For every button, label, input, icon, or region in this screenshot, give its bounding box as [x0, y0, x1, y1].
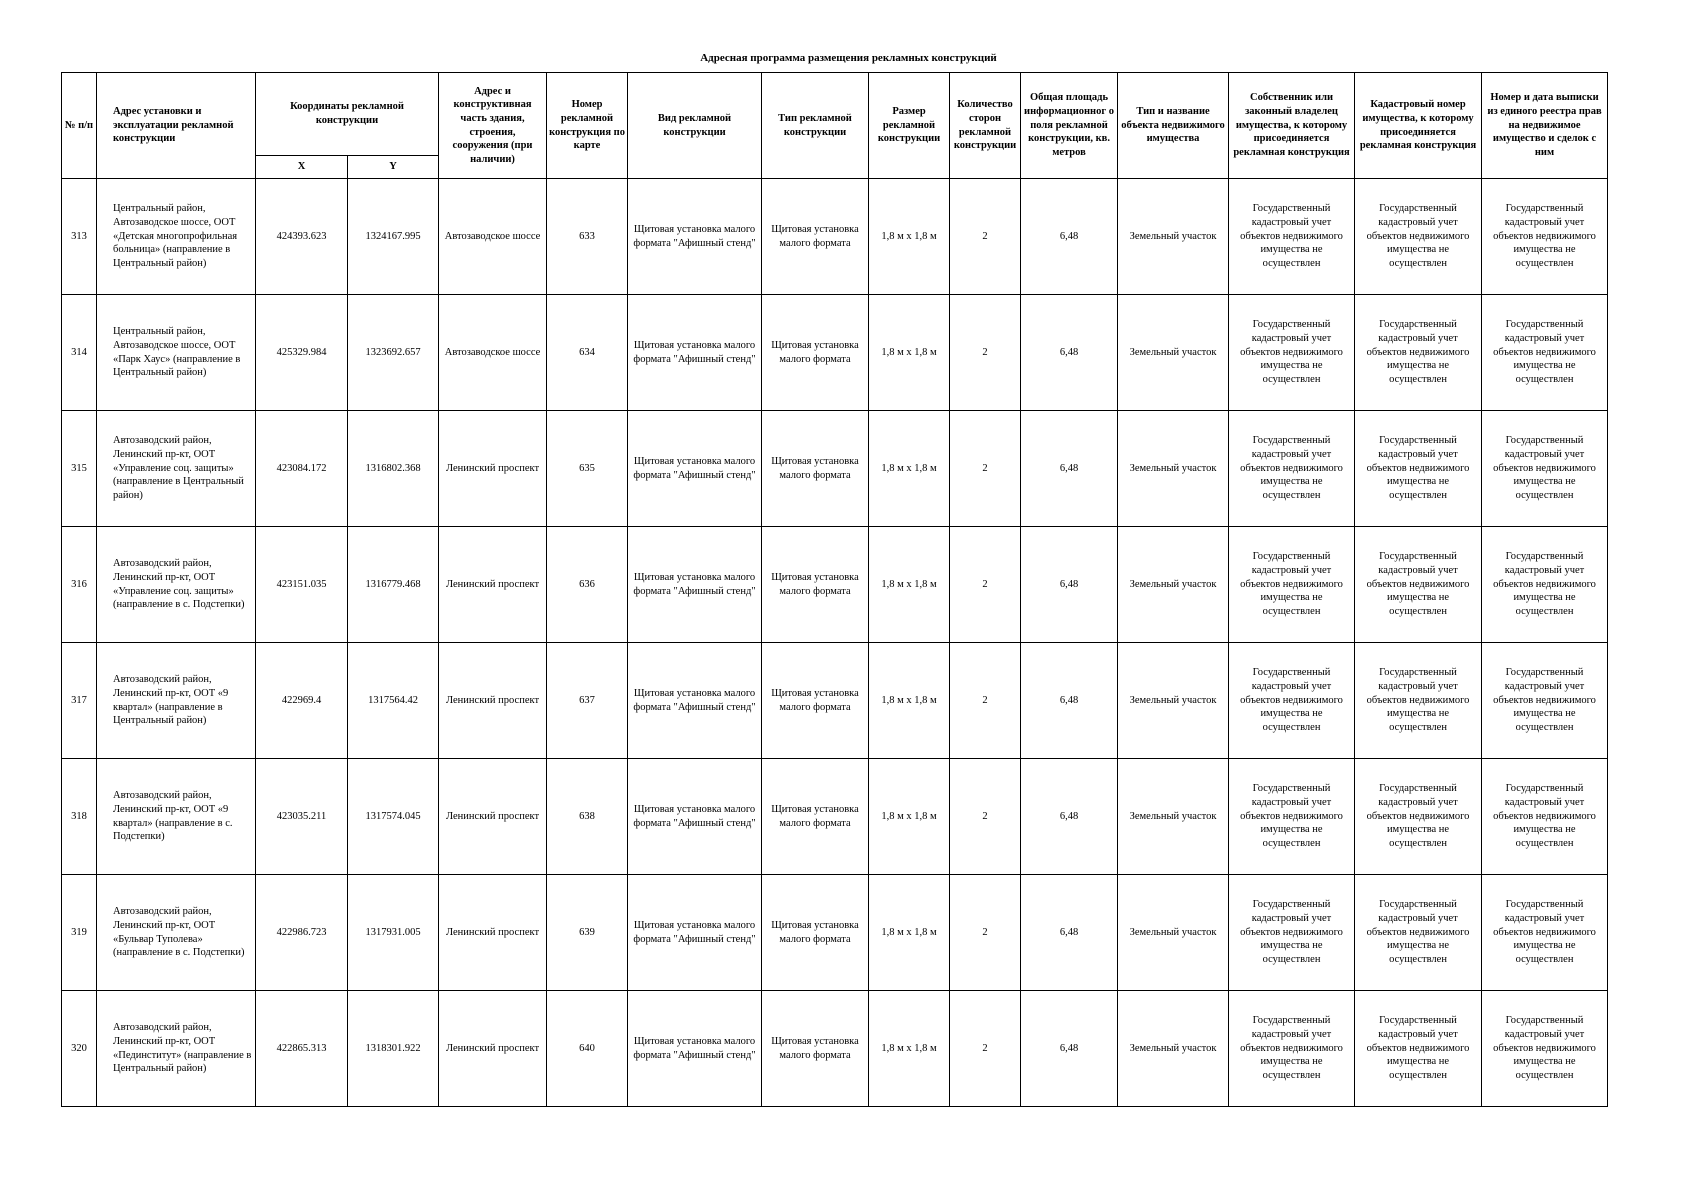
header-address: Адрес установки и эксплуатации рекламной конструкции: [97, 73, 256, 179]
cell-map-number: 637: [547, 643, 628, 759]
cell-cadastral: Государственный кадастровый учет объектов недвижимого имущества не осуществлен: [1355, 295, 1482, 411]
cell-address: Автозаводский район, Ленинский пр-кт, ООТ «9 квартал» (направление в Центральный район): [97, 643, 256, 759]
cell-kind: Щитовая установка малого формата "Афишный стенд": [628, 411, 762, 527]
cell-building: Ленинский проспект: [439, 875, 547, 991]
cell-property-type: Земельный участок: [1118, 875, 1229, 991]
cell-area: 6,48: [1021, 179, 1118, 295]
cell-area: 6,48: [1021, 991, 1118, 1107]
cell-kind: Щитовая установка малого формата "Афишный стенд": [628, 179, 762, 295]
cell-type: Щитовая установка малого формата: [762, 759, 869, 875]
cell-building: Ленинский проспект: [439, 991, 547, 1107]
cell-property-type: Земельный участок: [1118, 411, 1229, 527]
header-num: № п/п: [62, 73, 97, 179]
cell-x: 423035.211: [256, 759, 348, 875]
cell-sides: 2: [950, 643, 1021, 759]
cell-area: 6,48: [1021, 875, 1118, 991]
cell-kind: Щитовая установка малого формата "Афишный стенд": [628, 991, 762, 1107]
cell-map-number: 639: [547, 875, 628, 991]
cell-building: Автозаводское шоссе: [439, 179, 547, 295]
header-property-type: Тип и название объекта недвижимого имущества: [1118, 73, 1229, 179]
cell-type: Щитовая установка малого формата: [762, 411, 869, 527]
cell-owner: Государственный кадастровый учет объектов недвижимого имущества не осуществлен: [1229, 991, 1355, 1107]
table-row: [62, 411, 1608, 527]
header-owner: Собственник или законный владелец имущества, к которому присоединяется рекламная конструкция: [1229, 73, 1355, 179]
cell-kind: Щитовая установка малого формата "Афишный стенд": [628, 875, 762, 991]
cell-property-type: Земельный участок: [1118, 179, 1229, 295]
cell-owner: Государственный кадастровый учет объектов недвижимого имущества не осуществлен: [1229, 179, 1355, 295]
cell-sides: 2: [950, 411, 1021, 527]
cell-y: 1323692.657: [348, 295, 439, 411]
header-building: Адрес и конструктивная часть здания, строения, сооружения (при наличии): [439, 73, 547, 179]
cell-address: Центральный район, Автозаводское шоссе, ООТ «Парк Хаус» (направление в Центральный район): [97, 295, 256, 411]
cell-x: 423084.172: [256, 411, 348, 527]
cell-size: 1,8 м х 1,8 м: [869, 527, 950, 643]
cell-type: Щитовая установка малого формата: [762, 295, 869, 411]
cell-building: Ленинский проспект: [439, 643, 547, 759]
table-row: [62, 295, 1608, 411]
cell-y: 1317574.045: [348, 759, 439, 875]
cell-y: 1324167.995: [348, 179, 439, 295]
cell-map-number: 638: [547, 759, 628, 875]
cell-map-number: 634: [547, 295, 628, 411]
cell-building: Ленинский проспект: [439, 411, 547, 527]
cell-type: Щитовая установка малого формата: [762, 643, 869, 759]
cell-address: Автозаводский район, Ленинский пр-кт, ООТ «Пединститут» (направление в Центральный район): [97, 991, 256, 1107]
cell-cadastral: Государственный кадастровый учет объектов недвижимого имущества не осуществлен: [1355, 527, 1482, 643]
cell-sides: 2: [950, 295, 1021, 411]
cell-sides: 2: [950, 759, 1021, 875]
header-registry: Номер и дата выписки из единого реестра прав на недвижимое имущество и сделок с ним: [1482, 73, 1608, 179]
cell-x: 422986.723: [256, 875, 348, 991]
cell-y: 1317564.42: [348, 643, 439, 759]
header-type: Тип рекламной конструкции: [762, 73, 869, 179]
cell-sides: 2: [950, 875, 1021, 991]
cell-num: 315: [62, 411, 97, 527]
cell-owner: Государственный кадастровый учет объектов недвижимого имущества не осуществлен: [1229, 411, 1355, 527]
cell-owner: Государственный кадастровый учет объектов недвижимого имущества не осуществлен: [1229, 295, 1355, 411]
table-row: [62, 991, 1608, 1107]
cell-size: 1,8 м х 1,8 м: [869, 295, 950, 411]
cell-address: Автозаводский район, Ленинский пр-кт, ООТ «Управление соц. защиты» (направление в с. Подстепки): [97, 527, 256, 643]
cell-address: Автозаводский район, Ленинский пр-кт, ООТ «Бульвар Туполева» (направление в с. Подстепки): [97, 875, 256, 991]
header-cadastral: Кадастровый номер имущества, к которому присоединяется рекламная конструкция: [1355, 73, 1482, 179]
cell-y: 1318301.922: [348, 991, 439, 1107]
table-row: [62, 179, 1608, 295]
header-kind: Вид рекламной конструкции: [628, 73, 762, 179]
cell-cadastral: Государственный кадастровый учет объектов недвижимого имущества не осуществлен: [1355, 411, 1482, 527]
cell-num: 320: [62, 991, 97, 1107]
cell-map-number: 633: [547, 179, 628, 295]
cell-x: 422969.4: [256, 643, 348, 759]
cell-cadastral: Государственный кадастровый учет объектов недвижимого имущества не осуществлен: [1355, 759, 1482, 875]
advertising-structures-table: [61, 72, 1608, 1107]
cell-sides: 2: [950, 179, 1021, 295]
cell-size: 1,8 м х 1,8 м: [869, 875, 950, 991]
header-area: Общая площадь информационног о поля рекламной конструкции, кв. метров: [1021, 73, 1118, 179]
table-row: [62, 875, 1608, 991]
cell-registry: Государственный кадастровый учет объектов недвижимого имущества не осуществлен: [1482, 991, 1608, 1107]
cell-x: 424393.623: [256, 179, 348, 295]
cell-property-type: Земельный участок: [1118, 527, 1229, 643]
cell-building: Ленинский проспект: [439, 527, 547, 643]
cell-registry: Государственный кадастровый учет объектов недвижимого имущества не осуществлен: [1482, 643, 1608, 759]
cell-type: Щитовая установка малого формата: [762, 527, 869, 643]
cell-address: Автозаводский район, Ленинский пр-кт, ООТ «Управление соц. защиты» (направление в Центральный район): [97, 411, 256, 527]
cell-registry: Государственный кадастровый учет объектов недвижимого имущества не осуществлен: [1482, 527, 1608, 643]
cell-address: Автозаводский район, Ленинский пр-кт, ООТ «9 квартал» (направление в с. Подстепки): [97, 759, 256, 875]
cell-cadastral: Государственный кадастровый учет объектов недвижимого имущества не осуществлен: [1355, 179, 1482, 295]
cell-num: 313: [62, 179, 97, 295]
cell-size: 1,8 м х 1,8 м: [869, 643, 950, 759]
cell-map-number: 640: [547, 991, 628, 1107]
cell-kind: Щитовая установка малого формата "Афишный стенд": [628, 759, 762, 875]
cell-num: 316: [62, 527, 97, 643]
header-map-number: Номер рекламной конструкция по карте: [547, 73, 628, 179]
cell-num: 314: [62, 295, 97, 411]
cell-x: 425329.984: [256, 295, 348, 411]
cell-address: Центральный район, Автозаводское шоссе, ООТ «Детская многопрофильная больница» (направление в Центральный район): [97, 179, 256, 295]
cell-owner: Государственный кадастровый учет объектов недвижимого имущества не осуществлен: [1229, 759, 1355, 875]
header-x: X: [256, 156, 348, 179]
cell-property-type: Земельный участок: [1118, 295, 1229, 411]
cell-size: 1,8 м х 1,8 м: [869, 991, 950, 1107]
cell-area: 6,48: [1021, 527, 1118, 643]
cell-cadastral: Государственный кадастровый учет объектов недвижимого имущества не осуществлен: [1355, 991, 1482, 1107]
cell-property-type: Земельный участок: [1118, 643, 1229, 759]
table-row: [62, 527, 1608, 643]
cell-kind: Щитовая установка малого формата "Афишный стенд": [628, 643, 762, 759]
cell-type: Щитовая установка малого формата: [762, 991, 869, 1107]
cell-registry: Государственный кадастровый учет объектов недвижимого имущества не осуществлен: [1482, 295, 1608, 411]
cell-type: Щитовая установка малого формата: [762, 179, 869, 295]
cell-registry: Государственный кадастровый учет объектов недвижимого имущества не осуществлен: [1482, 875, 1608, 991]
cell-sides: 2: [950, 527, 1021, 643]
cell-property-type: Земельный участок: [1118, 991, 1229, 1107]
cell-owner: Государственный кадастровый учет объектов недвижимого имущества не осуществлен: [1229, 527, 1355, 643]
cell-owner: Государственный кадастровый учет объектов недвижимого имущества не осуществлен: [1229, 643, 1355, 759]
cell-building: Автозаводское шоссе: [439, 295, 547, 411]
cell-y: 1317931.005: [348, 875, 439, 991]
cell-area: 6,48: [1021, 759, 1118, 875]
cell-num: 319: [62, 875, 97, 991]
table-body: [62, 179, 1608, 1107]
cell-x: 422865.313: [256, 991, 348, 1107]
table-row: [62, 643, 1608, 759]
cell-num: 317: [62, 643, 97, 759]
table-header: [62, 73, 1608, 179]
page-title: Адресная программа размещения рекламных конструкций: [700, 52, 997, 64]
cell-registry: Государственный кадастровый учет объектов недвижимого имущества не осуществлен: [1482, 179, 1608, 295]
cell-area: 6,48: [1021, 411, 1118, 527]
cell-kind: Щитовая установка малого формата "Афишный стенд": [628, 295, 762, 411]
cell-cadastral: Государственный кадастровый учет объектов недвижимого имущества не осуществлен: [1355, 643, 1482, 759]
cell-registry: Государственный кадастровый учет объектов недвижимого имущества не осуществлен: [1482, 759, 1608, 875]
cell-num: 318: [62, 759, 97, 875]
cell-y: 1316779.468: [348, 527, 439, 643]
cell-map-number: 636: [547, 527, 628, 643]
cell-kind: Щитовая установка малого формата "Афишный стенд": [628, 527, 762, 643]
cell-sides: 2: [950, 991, 1021, 1107]
header-y: Y: [348, 156, 439, 179]
header-size: Размер рекламной конструкции: [869, 73, 950, 179]
header-coords: Координаты рекламной конструкции: [256, 73, 439, 156]
cell-building: Ленинский проспект: [439, 759, 547, 875]
cell-size: 1,8 м х 1,8 м: [869, 411, 950, 527]
cell-area: 6,48: [1021, 295, 1118, 411]
cell-map-number: 635: [547, 411, 628, 527]
cell-size: 1,8 м х 1,8 м: [869, 759, 950, 875]
cell-y: 1316802.368: [348, 411, 439, 527]
cell-property-type: Земельный участок: [1118, 759, 1229, 875]
cell-size: 1,8 м х 1,8 м: [869, 179, 950, 295]
header-sides: Количество сторон рекламной конструкции: [950, 73, 1021, 179]
cell-area: 6,48: [1021, 643, 1118, 759]
cell-owner: Государственный кадастровый учет объектов недвижимого имущества не осуществлен: [1229, 875, 1355, 991]
cell-cadastral: Государственный кадастровый учет объектов недвижимого имущества не осуществлен: [1355, 875, 1482, 991]
cell-registry: Государственный кадастровый учет объектов недвижимого имущества не осуществлен: [1482, 411, 1608, 527]
cell-type: Щитовая установка малого формата: [762, 875, 869, 991]
cell-x: 423151.035: [256, 527, 348, 643]
table-row: [62, 759, 1608, 875]
